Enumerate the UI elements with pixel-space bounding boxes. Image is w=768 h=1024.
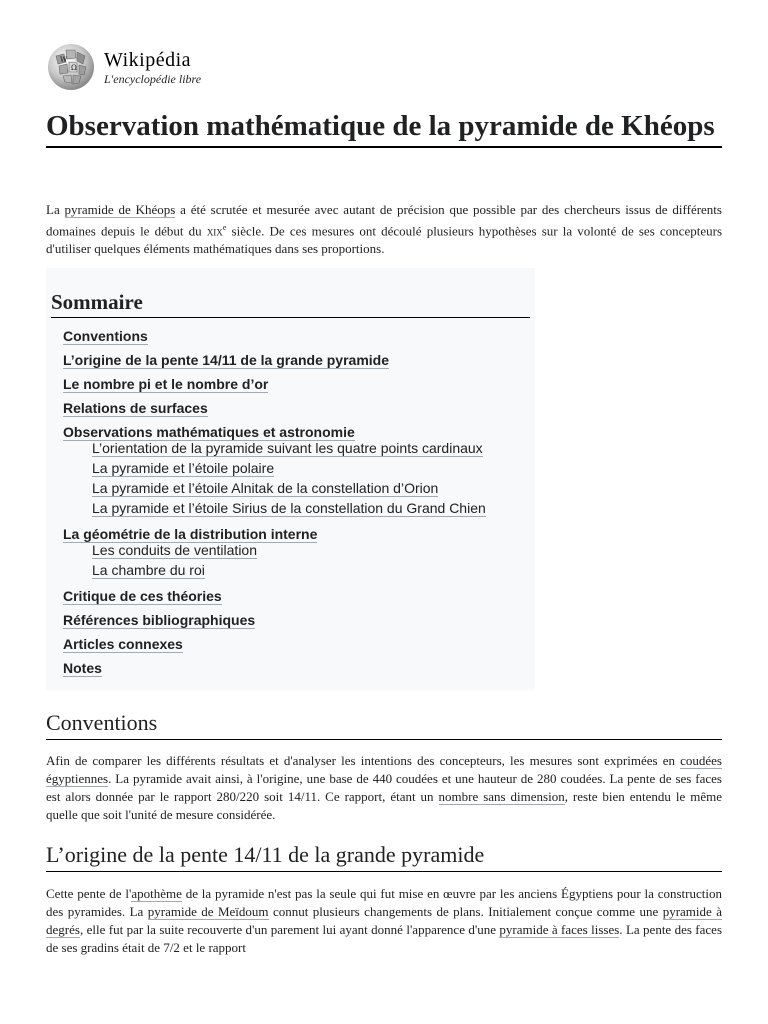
century-superscript: e	[222, 223, 227, 232]
site-branding[interactable]	[104, 50, 201, 85]
toc-link-critique[interactable]: Critique de ces théories	[63, 588, 222, 604]
toc-list	[51, 324, 530, 680]
toc-link-relations-surfaces[interactable]: Relations de surfaces	[63, 400, 208, 416]
toc-link-conduits[interactable]: Les conduits de ventilation	[92, 542, 257, 558]
toc-item[interactable]	[51, 324, 530, 348]
toc-item[interactable]	[51, 420, 530, 518]
toc-link-observations-astronomie[interactable]: Observations mathématiques et astronomie	[63, 424, 355, 440]
toc-link-notes[interactable]: Notes	[63, 660, 102, 676]
toc-item[interactable]	[51, 656, 530, 680]
toc-link-orientation[interactable]: L’orientation de la pyramide suivant les quatre points cardinaux	[92, 440, 483, 456]
toc-link-origine-pente[interactable]: L’origine de la pente 14/11 de la grande pyramide	[63, 352, 390, 368]
link-pyramide-a-faces-lisses[interactable]: pyramide à faces lisses	[499, 922, 620, 937]
sec1-text-1: Afin de comparer les différents résultats et d'analyser les intentions des concepteurs, les mesures sont exprimées en	[46, 753, 681, 768]
table-of-contents	[46, 268, 535, 690]
toc-item[interactable]	[51, 584, 530, 608]
site-header[interactable]	[46, 42, 201, 92]
link-pyramide-de-meidoum[interactable]: pyramide de Meïdoum	[147, 904, 269, 919]
page-title: Observation mathématique de la pyramide de Khéops	[46, 108, 722, 148]
intro-text-2: a été scrutée et mesurée avec autant de précision que possible par des chercheurs issus de différents domaines depuis le début du	[46, 202, 722, 239]
toc-link-sirius[interactable]: La pyramide et l’étoile Sirius de la constellation du Grand Chien	[92, 500, 486, 516]
link-pyramide-de-kheops[interactable]: pyramide de Khéops	[64, 202, 176, 217]
toc-sublist-geometrie	[63, 540, 530, 580]
toc-link-geometrie[interactable]: La géométrie de la distribution interne	[63, 526, 318, 542]
intro-text-1: La	[46, 202, 65, 217]
sec1-text-3: , reste bien entendu le même quelle que soit l'unité de mesure considérée.	[46, 789, 722, 822]
conventions-paragraph	[46, 752, 722, 824]
toc-item[interactable]	[51, 348, 530, 372]
sec2-text-3: connut plusieurs changements de plans. Initialement conçue comme une	[268, 904, 663, 919]
toc-subitem[interactable]	[63, 498, 530, 518]
section-heading-conventions: Conventions	[46, 709, 722, 740]
intro-text-3: siècle. De ces mesures ont découlé plusieurs hypothèses sur la volonté de ses concepteurs d'utiliser quelques éléments mathématiques dans ses proportions.	[46, 223, 722, 257]
century-numeral: xix	[206, 223, 223, 239]
toc-link-references[interactable]: Références bibliographiques	[63, 612, 256, 628]
svg-text:Ω: Ω	[71, 64, 77, 72]
link-nombre-sans-dimension[interactable]: nombre sans dimension	[438, 789, 565, 804]
toc-subitem[interactable]	[63, 540, 530, 560]
link-pyramide-a-degres[interactable]: pyramide à degrés	[46, 904, 722, 937]
toc-subitem[interactable]	[63, 438, 530, 458]
toc-link-articles-connexes[interactable]: Articles connexes	[63, 636, 183, 652]
toc-item[interactable]	[51, 396, 530, 420]
svg-text:W: W	[60, 56, 68, 64]
toc-subitem[interactable]	[63, 458, 530, 478]
toc-item[interactable]	[51, 522, 530, 580]
toc-subitem[interactable]	[63, 478, 530, 498]
sec1-text-2: . La pyramide avait ainsi, à l'origine, une base de 440 coudées et une hauteur de 280 coudées. La pente de ses faces est alors donnée par le rapport 280/220 soit 14/11. Ce rapport, étant un	[46, 771, 722, 804]
link-apotheme[interactable]: apothème	[131, 886, 182, 901]
toc-item[interactable]	[51, 632, 530, 656]
sec2-text-2: de la pyramide n'est pas la seule qui fut mise en œuvre par les anciens Égyptiens pour la construction des pyramides. La	[46, 886, 722, 919]
toc-subitem[interactable]	[63, 560, 530, 580]
wikipedia-globe-logo-icon[interactable]	[46, 42, 96, 92]
toc-link-nombre-pi[interactable]: Le nombre pi et le nombre d’or	[63, 376, 269, 392]
toc-link-chambre-roi[interactable]: La chambre du roi	[92, 562, 205, 578]
intro-paragraph	[46, 201, 722, 258]
toc-sublist-astronomie	[63, 438, 530, 518]
section-heading-origine-pente: L’origine de la pente 14/11 de la grande pyramide	[46, 841, 722, 872]
site-tagline: L'encyclopédie libre	[104, 71, 202, 86]
site-name[interactable]: Wikipédia	[104, 48, 191, 71]
toc-link-etoile-polaire[interactable]: La pyramide et l’étoile polaire	[92, 460, 275, 476]
toc-link-conventions[interactable]: Conventions	[63, 328, 148, 344]
sec2-text-4: , elle fut par la suite recouverte d'un parement lui ayant donné l'apparence d'une	[79, 922, 500, 937]
sec2-text-5: . La pente des faces de ses gradins était de 7/2 et le rapport	[46, 922, 723, 955]
toc-title: Sommaire	[51, 288, 530, 318]
toc-item[interactable]	[51, 372, 530, 396]
toc-link-alnitak[interactable]: La pyramide et l’étoile Alnitak de la constellation d’Orion	[92, 480, 439, 496]
origine-paragraph	[46, 885, 722, 957]
sec2-text-1: Cette pente de l'	[46, 886, 132, 901]
toc-item[interactable]	[51, 608, 530, 632]
link-coudees-egyptiennes[interactable]: coudées égyptiennes	[46, 753, 722, 786]
